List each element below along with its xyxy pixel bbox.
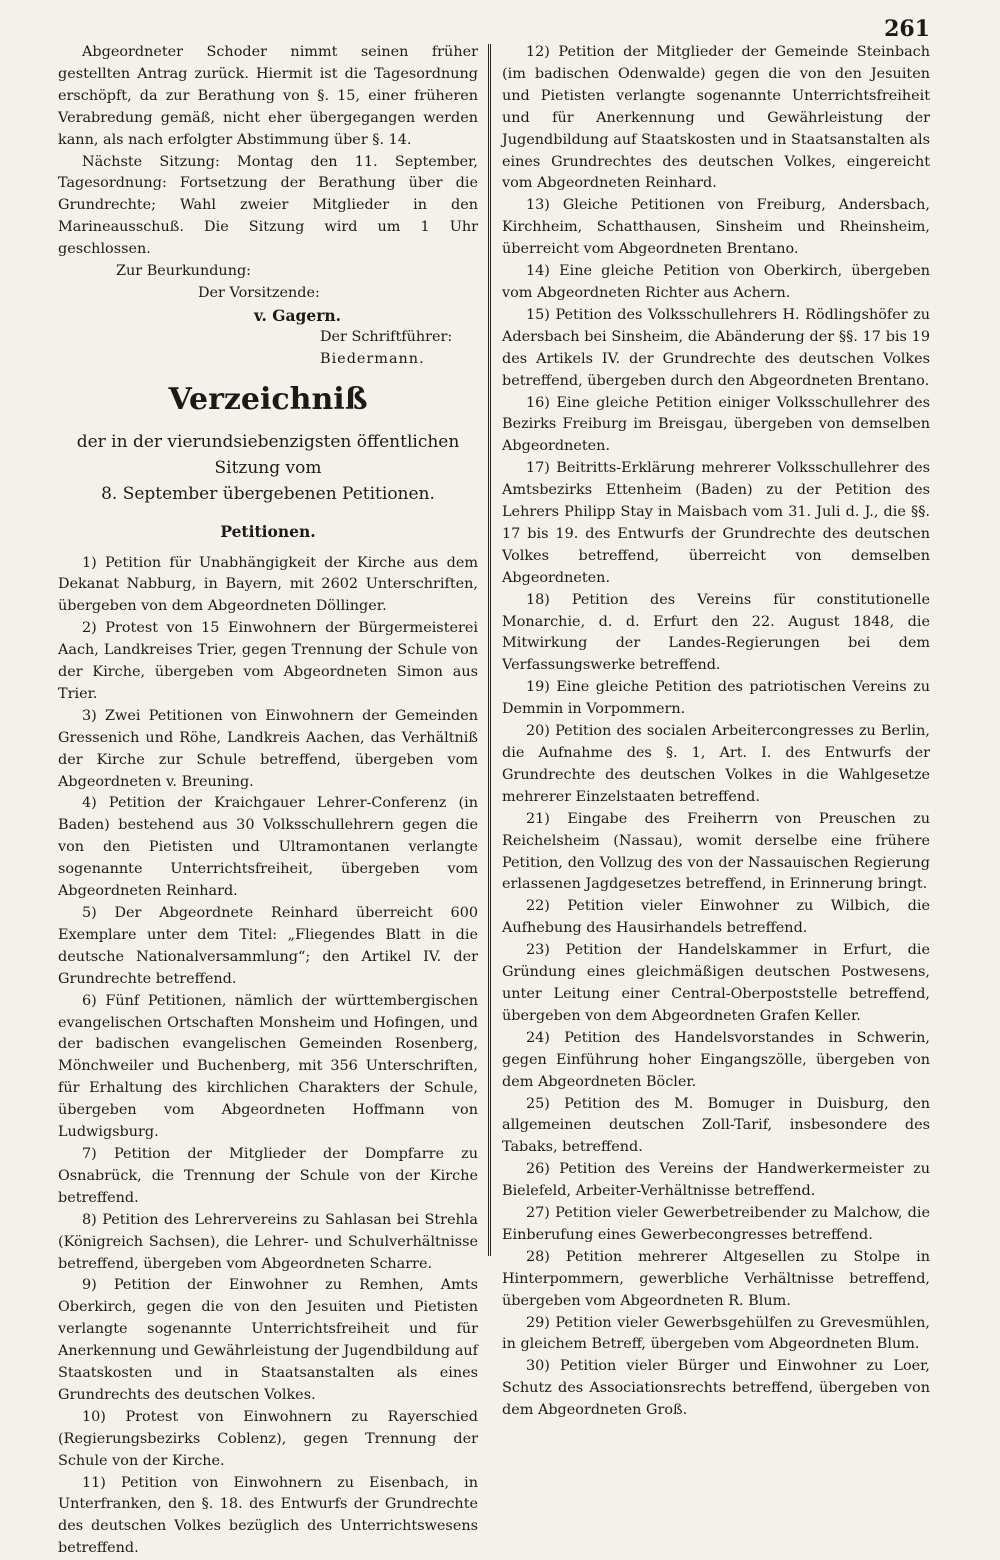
page-number: 261 [884, 16, 930, 42]
petition-item: 8) Petition des Lehrervereins zu Sahlasan bei Strehla (Königreich Sachsen), die Lehrer- und Schulverhältnisse betreffend, übergeben vom Abgeordneten Scharre. [58, 1211, 478, 1272]
right-column [502, 42, 930, 1422]
petition-item: 9) Petition der Einwohner zu Remhen, Amts Oberkirch, gegen die von den Jesuiten und Pietisten verlangte sogenannte Unterrichtsfreiheit und für Anerkennung und Gewährleistung der Jugendbildung auf Staatskosten und in Staatsanstalten als eines Grundrechts des deutschen Volkes. [58, 1277, 478, 1403]
petition-item: 2) Protest von 15 Einwohnern der Bürgermeisterei Aach, Landkreises Trier, gegen Trennung der Schule von der Kirche, übergeben vom Abgeordneten Simon aus Trier. [58, 620, 478, 702]
chair-name: v. Gagern. [254, 305, 342, 325]
petition-item: 30) Petition vieler Bürger und Einwohner zu Loer, Schutz des Associationsrechts betreffend, übergeben von dem Abgeordneten Groß. [502, 1358, 930, 1419]
petition-item: 21) Eingabe des Freiherrn von Preuschen zu Reichelsheim (Nassau), womit derselbe eine frühere Petition, den Vollzug des von der Nassauischen Regierung erlassenen Jagdgesetzes betreffend, in Erinnerung bringt. [502, 810, 930, 893]
petition-item: 10) Protest von Einwohnern zu Rayerschied (Regierungsbezirks Coblenz), gegen Trennung der Schule von der Kirche. [58, 1408, 478, 1469]
secretary-title: Der Schriftführer: [320, 328, 453, 345]
petition-item: 27) Petition vieler Gewerbetreibender zu Malchow, die Einberufung eines Gewerbecongresses betreffend. [502, 1205, 930, 1243]
petition-item: 13) Gleiche Petitionen von Freiburg, Andersbach, Kirchheim, Schatthausen, Sinsheim und Rheinsheim, überreicht vom Abgeordneten Brentano. [502, 197, 930, 258]
petition-item: 26) Petition des Vereins der Handwerkermeister zu Bielefeld, Arbeiter-Verhältnisse betreffend. [502, 1161, 930, 1200]
attestation-label: Zur Beurkundung: [116, 263, 252, 280]
petition-item: 20) Petition des socialen Arbeitercongresses zu Berlin, die Aufnahme des §. 1, Art. I. des Entwurfs der Grundrechte des deutschen Volkes in die Wahlgesetze mehrerer Einzelstaaten betreffend. [502, 723, 930, 805]
petition-item: 25) Petition des M. Bomuger in Duisburg, den allgemeinen deutschen Zoll-Tarif, insbesondere des Tabaks, betreffend. [502, 1095, 930, 1156]
petition-item: 16) Eine gleiche Petition einiger Volksschullehrer des Bezirks Freiburg im Breisgau, übergeben von demselben Abgeordneten. [502, 394, 930, 455]
list-subheading-date: 8. September übergebenen Petitionen. [101, 483, 435, 504]
list-subheading: der in der vierundsiebenzigsten öffentlichen Sitzung vom [76, 431, 460, 478]
petition-item: 11) Petition von Einwohnern zu Eisenbach, in Unterfranken, den §. 18. des Entwurfs der Grundrechte des deutschen Volkes bezüglich des Unterrichtswesens betreffend. [58, 1474, 478, 1557]
secretary-name: Biedermann. [320, 350, 425, 367]
petition-item: 29) Petition vieler Gewerbsgehülfen zu Grevesmühlen, in gleichem Betreff, übergeben vom Abgeordneten Blum. [502, 1314, 930, 1353]
petition-item: 7) Petition der Mitglieder der Dompfarre zu Osnabrück, die Trennung der Schule von der Kirche betreffend. [58, 1145, 478, 1206]
petition-item: 23) Petition der Handelskammer in Erfurt, die Gründung eines gleichmäßigen deutschen Postwesens, unter Leitung einer Central-Oberpoststelle betreffend, übergeben von dem Abgeordneten Grafen Keller. [502, 942, 930, 1024]
petition-item: 5) Der Abgeordnete Reinhard überreicht 600 Exemplare unter dem Titel: „Fliegendes Blatt in die deutsche Nationalversammlung“; den Artikel IV. der Grundrechte betreffend. [58, 905, 478, 987]
petition-item: 14) Eine gleiche Petition von Oberkirch, übergeben vom Abgeordneten Richter aus Achern. [502, 263, 930, 301]
chair-title: Der Vorsitzende: [198, 284, 320, 301]
petition-item: 18) Petition des Vereins für constitutionelle Monarchie, d. d. Erfurt den 22. August 1848, die Mitwirkung der Landes-Regierungen bei dem Verfassungswerke betreffend. [502, 591, 930, 674]
intro-paragraph: Nächste Sitzung: Montag den 11. September, Tagesordnung: Fortsetzung der Berathung über die Grundrechte; Wahl zweier Mitglieder in den Marineausschuß. Die Sitzung wird um 1 Uhr geschlossen. [58, 153, 478, 258]
petition-item: 6) Fünf Petitionen, nämlich der württembergischen evangelischen Ortschaften Monsheim und Hofingen, und der badischen evangelischen Gemeinden Rosenberg, Mönchweiler und Buchenberg, mit 356 Unterschriften, für Erhaltung des kirchlichen Charakters der Schule, übergeben vom Abgeordneten Hoffmann von Ludwigsburg. [58, 992, 478, 1141]
petition-item: 3) Zwei Petitionen von Einwohnern der Gemeinden Gressenich und Röhe, Landkreis Aachen, das Verhältniß der Kirche zur Schule betreffend, übergeben vom Abgeordneten v. Breuning. [58, 707, 478, 790]
section-title: Petitionen. [220, 521, 316, 541]
left-column [58, 42, 478, 1560]
petition-item: 15) Petition des Volksschullehrers H. Rödlingshöfer zu Adersbach bei Sinsheim, die Abänderung der §§. 17 bis 19 des Artikels IV. der Grundrechte des deutschen Volkes betreffend, übergeben durch den Abgeordneten Brentano. [502, 306, 930, 389]
petition-item: 22) Petition vieler Einwohner zu Wilbich, die Aufhebung des Hausirhandels betreffend. [502, 898, 930, 937]
list-heading: Verzeichniß [168, 381, 368, 417]
petition-item: 24) Petition des Handelsvorstandes in Schwerin, gegen Einführung hoher Eingangszölle, übergeben von dem Abgeordneten Böcler. [502, 1029, 930, 1090]
column-divider [488, 44, 491, 1256]
petition-item: 1) Petition für Unabhängigkeit der Kirche aus dem Dekanat Nabburg, in Bayern, mit 2602 Unterschriften, übergeben von dem Abgeordneten Döllinger. [58, 554, 478, 615]
petition-item: 28) Petition mehrerer Altgesellen zu Stolpe in Hinterpommern, gewerbliche Verhältnisse betreffend, übergeben vom Abgeordneten R. Blum. [502, 1248, 930, 1309]
petition-item: 12) Petition der Mitglieder der Gemeinde Steinbach (im badischen Odenwalde) gegen die von den Jesuiten und Pietisten verlangte sogenannte Unterrichtsfreiheit und für Anerkennung und Gewährleistung der Jugendbildung auf Staatskosten und in Staatsanstalten als eines Grundrechtes des deutschen Volkes, eingereicht vom Abgeordneten Reinhard. [502, 44, 930, 192]
petition-item: 4) Petition der Kraichgauer Lehrer-Conferenz (in Baden) bestehend aus 30 Volksschullehrern gegen die von den Pietisten und Ultramontanen verlangte sogenannte Unterrichtsfreiheit, übergeben vom Abgeordneten Reinhard. [58, 795, 478, 900]
petition-item: 17) Beitritts-Erklärung mehrerer Volksschullehrer des Amtsbezirks Ettenheim (Baden) zu der Petition des Lehrers Philipp Stay in Maisbach vom 31. Juli d. J., die §§. 17 bis 19. des Entwurfs der Grundrechte des deutschen Volkes betreffend, überreicht von demselben Abgeordneten. [502, 460, 930, 586]
petition-item: 19) Eine gleiche Petition des patriotischen Vereins zu Demmin in Vorpommern. [502, 679, 930, 718]
intro-paragraph: Abgeordneter Schoder nimmt seinen früher gestellten Antrag zurück. Hiermit ist die Tagesordnung erschöpft, da zur Berathung von §. 15, einer früheren Verabredung gemäß, nicht eher übergegangen werden kann, als nach erfolgter Abstimmung über §. 14. [58, 44, 478, 148]
